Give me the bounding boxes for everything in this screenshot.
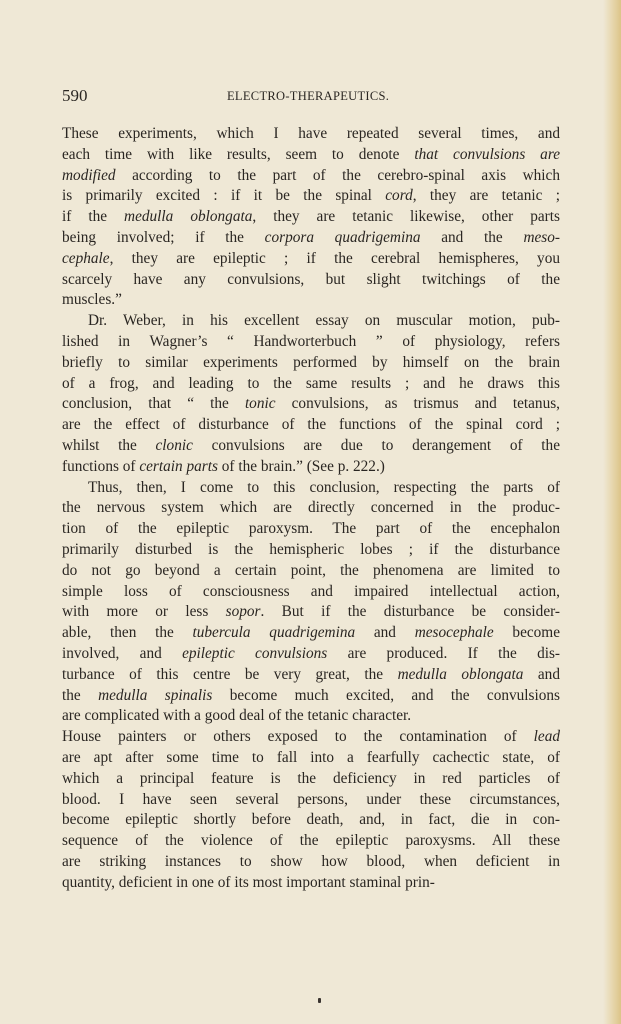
italic-text: sopor xyxy=(225,603,261,621)
text-run: convulsions are due to derangement of the xyxy=(192,436,560,454)
text-line xyxy=(62,457,560,478)
text-line xyxy=(62,582,560,603)
text-run: with more or less xyxy=(62,603,226,621)
text-line xyxy=(62,374,560,395)
text-run: and the xyxy=(420,228,524,246)
italic-text: modified xyxy=(62,166,116,184)
text-run: primarily disturbed is the hemispheric lobes ; if the disturbance xyxy=(62,540,560,558)
italic-text: medulla spinalis xyxy=(98,686,213,704)
text-run: functions of xyxy=(62,457,140,475)
text-line xyxy=(62,540,560,561)
text-run: each time with like results, seem to denote xyxy=(62,145,415,163)
text-line xyxy=(62,706,560,727)
text-line xyxy=(62,623,560,644)
text-run: conclusion, that “ the xyxy=(62,395,245,413)
text-run: Dr. Weber, in his excellent essay on muscular motion, pub- xyxy=(88,312,560,330)
text-line xyxy=(62,748,560,769)
text-run: These experiments, which I have repeated several times, and xyxy=(62,125,560,142)
page-edge xyxy=(603,0,621,1024)
text-line xyxy=(62,186,560,207)
text-run: able, then the xyxy=(62,624,193,642)
text-line xyxy=(62,249,560,270)
italic-text: medulla oblongata xyxy=(124,208,253,226)
italic-text: that convulsions are xyxy=(414,145,560,163)
text-line xyxy=(62,166,560,187)
text-line xyxy=(62,810,560,831)
text-run: are apt after some time to fall into a fearfully cachectic state, of xyxy=(62,748,560,766)
text-run: of a frog, and leading to the same results ; and he draws this xyxy=(62,374,560,392)
text-run: , they are epileptic ; if the cerebral hemispheres, you xyxy=(109,249,560,267)
text-run: lished in Wagner’s “ Handworterbuch ” of physiology, refers xyxy=(62,332,560,350)
text-line xyxy=(62,124,560,145)
text-run: muscles.” xyxy=(62,291,122,309)
text-run: being involved; if the xyxy=(62,228,265,246)
text-line xyxy=(62,478,560,499)
italic-text: tubercula quadrigemina xyxy=(192,624,356,642)
italic-text: mesocephale xyxy=(414,624,494,642)
italic-text: tonic xyxy=(244,395,276,413)
text-line xyxy=(62,290,560,311)
text-line xyxy=(62,145,560,166)
text-run: become xyxy=(493,624,560,642)
text-run: , they are tetanic ; xyxy=(412,187,560,205)
page-header xyxy=(62,86,560,106)
text-run: turbance of this centre be very great, the xyxy=(62,665,398,683)
text-line xyxy=(62,415,560,436)
text-line xyxy=(62,561,560,582)
text-run: quantity, deficient in one of its most important staminal prin- xyxy=(62,873,435,891)
text-line xyxy=(62,602,560,623)
text-line xyxy=(62,228,560,249)
text-run: simple loss of consciousness and impaired intellectual action, xyxy=(62,582,560,600)
italic-text: medulla oblongata xyxy=(397,665,524,683)
text-run: . But if the disturbance be consider- xyxy=(260,603,560,621)
text-line xyxy=(62,311,560,332)
text-line xyxy=(62,665,560,686)
text-run: become much excited, and the convulsions xyxy=(212,686,560,704)
text-line xyxy=(62,353,560,374)
italic-text: cord xyxy=(385,187,413,205)
italic-text: meso- xyxy=(523,228,560,246)
text-line xyxy=(62,207,560,228)
page-number: 590 xyxy=(62,86,88,105)
italic-text: corpora quadrigemina xyxy=(264,228,421,246)
body-text xyxy=(62,124,560,893)
text-run: of the brain.” (See p. 222.) xyxy=(217,457,385,475)
italic-text: lead xyxy=(533,728,560,746)
text-run: is primarily excited : if it be the spinal xyxy=(62,187,386,205)
text-run: and xyxy=(355,624,415,642)
text-line xyxy=(62,831,560,852)
text-run: tion of the epileptic paroxysm. The part of the encephalon xyxy=(62,520,560,538)
text-run: are the effect of disturbance of the functions of the spinal cord ; xyxy=(62,416,560,434)
italic-text: cephale xyxy=(62,249,110,267)
italic-text: epileptic convulsions xyxy=(182,644,328,662)
text-run: whilst the xyxy=(62,436,156,454)
text-run: are complicated with a good deal of the tetanic character. xyxy=(62,707,412,725)
print-speck xyxy=(318,998,321,1003)
text-run: House painters or others exposed to the contamination of xyxy=(62,728,534,746)
text-line xyxy=(62,873,560,894)
text-run: are produced. If the dis- xyxy=(327,644,560,662)
text-line xyxy=(62,394,560,415)
running-head: ELECTRO-THERAPEUTICS. xyxy=(227,89,390,103)
italic-text: clonic xyxy=(155,436,193,454)
text-run: briefly to similar experiments performed by himself on the brain xyxy=(62,353,560,371)
text-line xyxy=(62,790,560,811)
text-line xyxy=(62,332,560,353)
text-line xyxy=(62,852,560,873)
text-run: if the xyxy=(62,208,125,226)
text-run: become epileptic shortly before death, and, in fact, die in con- xyxy=(62,811,560,829)
text-run: convulsions, as trismus and tetanus, xyxy=(275,395,560,413)
text-line xyxy=(62,270,560,291)
italic-text: certain parts xyxy=(139,457,218,475)
text-run: scarcely have any convulsions, but slight twitchings of the xyxy=(62,270,560,288)
text-line xyxy=(62,769,560,790)
text-line xyxy=(62,644,560,665)
text-run: the xyxy=(62,686,99,704)
text-run: according to the part of the cerebro-spinal axis which xyxy=(115,166,560,184)
text-run: are striking instances to show how blood, when deficient in xyxy=(62,852,560,870)
text-run: sequence of the violence of the epileptic paroxysms. All these xyxy=(62,832,560,850)
text-run: do not go beyond a certain point, the phenomena are limited to xyxy=(62,561,560,579)
text-line xyxy=(62,498,560,519)
text-run: the nervous system which are directly concerned in the produc- xyxy=(62,499,560,517)
text-line xyxy=(62,686,560,707)
text-run: which a principal feature is the deficiency in red particles of xyxy=(62,769,560,787)
text-run: involved, and xyxy=(62,644,183,662)
text-run: and xyxy=(523,665,560,683)
text-line xyxy=(62,519,560,540)
text-run: , they are tetanic likewise, other parts xyxy=(252,208,560,226)
text-line xyxy=(62,727,560,748)
text-line xyxy=(62,436,560,457)
text-run: Thus, then, I come to this conclusion, respecting the parts of xyxy=(88,478,560,496)
text-run: blood. I have seen several persons, under these circumstances, xyxy=(62,790,560,808)
